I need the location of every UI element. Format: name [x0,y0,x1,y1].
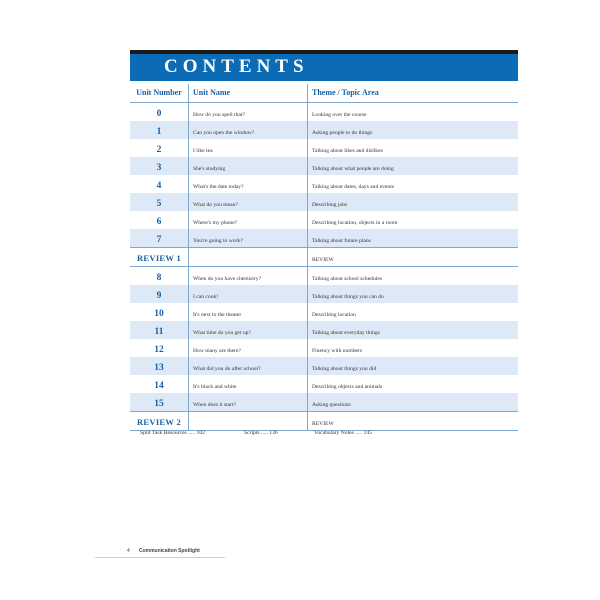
unit-name-cell [189,139,308,157]
unit-number-cell [130,303,189,321]
unit-name-cell [189,102,308,121]
unit-number: 0 [156,108,162,119]
unit-number: 6 [156,216,162,227]
table-row [130,411,518,430]
unit-name-cell [189,357,308,375]
unit-number-cell [130,102,189,121]
unit-number-cell [130,357,189,375]
theme-topic: Talking about school schedules [312,275,382,282]
theme-topic: Talking about what people are doing [312,165,394,172]
theme-cell [308,357,519,375]
table-row [130,211,518,229]
header-theme: Theme / Topic Area [308,84,519,102]
table-row [130,303,518,321]
unit-name-cell [189,375,308,393]
theme-topic: Talking about everyday things [312,329,380,336]
unit-name-cell [189,339,308,357]
theme-cell [308,157,519,175]
unit-name: It's next to the theater [193,311,242,318]
theme-cell [308,339,519,357]
unit-number-cell [130,411,189,430]
unit-name: Can you open the window? [193,129,255,136]
theme-topic: REVIEW [312,420,334,427]
theme-topic: Talking about things you can do [312,293,384,300]
theme-cell [308,266,519,285]
contents-header-bar [130,50,518,81]
unit-number: REVIEW 1 [136,252,182,263]
theme-topic: Describing location [312,311,356,318]
theme-topic: Talking about dates, days and events [312,183,394,190]
unit-name-cell [189,193,308,211]
theme-topic: REVIEW [312,256,334,263]
unit-number: 7 [156,234,162,245]
unit-number-cell [130,175,189,193]
table-row [130,121,518,139]
unit-number: REVIEW 2 [136,416,182,427]
unit-name: What do you mean? [193,201,238,208]
unit-number-cell [130,193,189,211]
unit-number-cell [130,375,189,393]
unit-name: I like tea [193,147,213,154]
unit-number-cell [130,139,189,157]
table-row [130,375,518,393]
unit-number: 5 [156,198,162,209]
unit-name-cell [189,285,308,303]
unit-number-cell [130,247,189,266]
unit-number: 1 [156,126,162,137]
theme-topic: Asking people to do things [312,129,373,136]
table-row [130,102,518,121]
unit-name: You're going to work? [193,237,243,244]
theme-topic: Talking about future plans [312,237,371,244]
unit-number: 12 [154,344,164,355]
unit-name: I can cook! [193,293,219,300]
table-row [130,285,518,303]
unit-name: Where's my phone? [193,219,238,226]
theme-cell [308,393,519,412]
unit-number-cell [130,121,189,139]
table-header-row [130,84,518,102]
theme-cell [308,247,519,266]
unit-number: 15 [154,398,164,409]
theme-cell [308,229,519,248]
unit-number: 10 [154,308,164,319]
unit-name-cell [189,303,308,321]
unit-name-cell [189,211,308,229]
unit-number-cell [130,266,189,285]
theme-topic: Fluency with numbers [312,347,363,354]
unit-number: 9 [156,290,162,301]
table-row [130,339,518,357]
unit-number: 14 [154,380,164,391]
unit-name: How do you spell that? [193,111,245,118]
unit-number: 4 [156,180,162,191]
unit-name-cell [189,321,308,339]
book-title: Communication Spotlight [139,548,200,554]
page-number: 4 [127,548,130,554]
footer-rule [95,557,225,558]
table-row [130,321,518,339]
theme-cell [308,411,519,430]
unit-name: What time do you get up? [193,329,251,336]
table-row [130,157,518,175]
unit-name: When does it start? [193,401,237,408]
theme-cell [308,285,519,303]
unit-number-cell [130,339,189,357]
theme-cell [308,375,519,393]
unit-number-cell [130,157,189,175]
unit-name: What's the date today? [193,183,244,190]
unit-number-cell [130,211,189,229]
unit-name-cell [189,411,308,430]
table-row [130,175,518,193]
table-row [130,193,518,211]
theme-topic: Asking questions [312,401,351,408]
unit-number: 13 [154,362,164,373]
table-row [130,357,518,375]
unit-name-cell [189,175,308,193]
header-unit-number: Unit Number [130,84,189,102]
split-task-resources: Split Task Resources ..... 102 [140,430,205,436]
unit-name-cell [189,157,308,175]
theme-topic: Describing objects and animals [312,383,383,390]
table-row [130,247,518,266]
unit-name-cell [189,229,308,248]
unit-name-cell [189,247,308,266]
unit-number: 3 [156,162,162,173]
unit-name: It's black and white [193,383,237,390]
table-row [130,266,518,285]
unit-name-cell [189,266,308,285]
page-title: CONTENTS [164,56,309,77]
scripts-reference: Scripts ..... 136 [244,430,278,436]
theme-cell [308,102,519,121]
table-row [130,393,518,412]
theme-cell [308,139,519,157]
unit-name: She's studying [193,165,226,172]
vocabulary-notes-reference: Vocabulary Notes ..... 145 [314,430,372,436]
theme-cell [308,211,519,229]
unit-number: 8 [156,272,162,283]
unit-name: What did you do after school? [193,365,261,372]
theme-topic: Talking about likes and dislikes [312,147,383,154]
unit-name: When do you have chemistry? [193,275,262,282]
theme-cell [308,175,519,193]
unit-number: 11 [154,326,164,337]
unit-number-cell [130,285,189,303]
contents-table [130,84,518,431]
unit-number-cell [130,229,189,248]
table-row [130,139,518,157]
theme-cell [308,321,519,339]
unit-name: How many are there? [193,347,241,354]
table-row [130,229,518,248]
unit-number: 2 [156,144,162,155]
theme-topic: Talking about things you did [312,365,377,372]
theme-topic: Describing jobs [312,201,348,208]
unit-name-cell [189,393,308,412]
theme-cell [308,121,519,139]
unit-name-cell [189,121,308,139]
theme-topic: Describing location, objects in a room [312,219,398,226]
header-unit-name: Unit Name [189,84,308,102]
theme-topic: Looking over the course [312,111,367,118]
theme-cell [308,193,519,211]
theme-cell [308,303,519,321]
unit-number-cell [130,393,189,412]
unit-number-cell [130,321,189,339]
